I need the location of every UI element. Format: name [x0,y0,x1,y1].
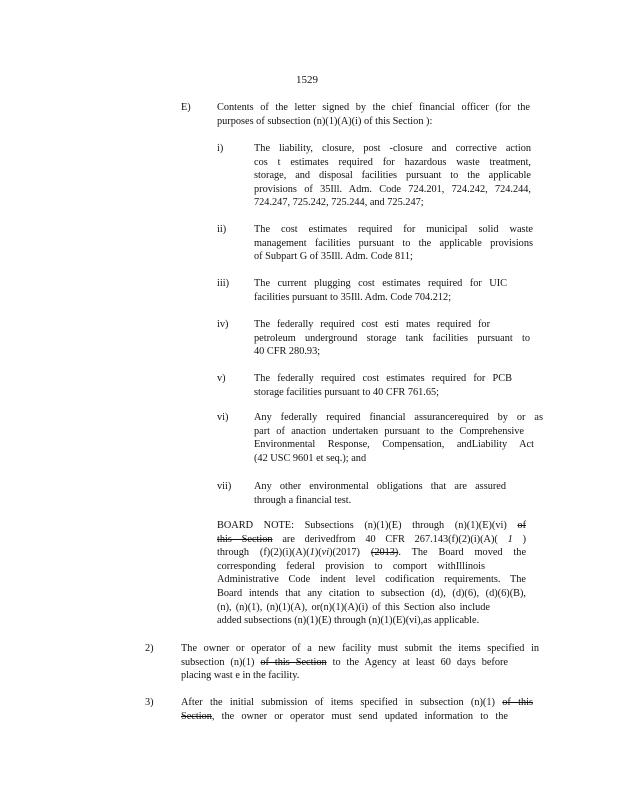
text-line: Contents of the letter signed by the chief financial officer (for the [217,102,530,113]
text-line: The cost estimates required for municipal solid waste [254,224,533,235]
text-run: )(2017) [329,547,360,559]
struck-text: of this [502,697,534,708]
text-line: (n), (n)(1), (n)(1)(A), or(n)(1)(A)(i) of this Section also include [217,601,490,613]
text-line [181,710,508,724]
text-line [217,546,526,560]
text-run: )( [314,547,322,559]
text-line: 724.247, 725.242, 725.244, and 725.247; [254,197,424,209]
text-line: added subsections (n)(1)(E) through (n)(1)(E)(vi),as applicable. [217,615,480,627]
text-line: cos t estimates required for hazardous waste treatment, [254,156,531,168]
text-run: to the Agency at least 60 days before [332,656,508,668]
text-line: Environmental Response, Compensation, andLiability Act [254,439,534,451]
text-run: . The Board moved the [398,547,527,559]
text-run: ) [522,533,527,545]
text-line: Any federally required financial assurancerequired by or as [254,412,543,423]
text-line: purposes of subsection (n)(1)(A)(i) of this Section ): [217,115,433,127]
text-run: 1 [309,547,315,559]
item-3-marker: 3) [145,697,154,708]
text-run: 1 [507,533,513,545]
text-line: The federally required cost estimates required for PCB [254,373,512,384]
sub-item-text [254,411,543,465]
struck-text: Section [181,710,212,722]
sub-item-marker: vi) [217,412,229,423]
text-line: The liability, closure, post -closure and corrective action [254,143,531,154]
text-line: The federally required cost esti mates required for [254,319,490,330]
sub-item-text [254,372,512,399]
text-line: Board intends that any citation to subsection (d), (d)(6), (d)(6)(B), [217,587,526,599]
text-run: are derivedfrom 40 CFR 267.143(f)(2)(i)(A)( [282,533,498,545]
item-2-marker: 2) [145,643,154,654]
text-line: storage, and disposal facilities pursuant to the applicable [254,170,531,182]
text-run: , the owner or operator must send updated information to the [211,710,508,722]
sub-item-marker: iii) [217,278,230,289]
struck-text: (2013) [370,547,399,559]
board-note [217,519,526,628]
text-line [217,519,526,533]
item-e-text [217,101,530,128]
text-line: provisions of 35Ill. Adm. Code 724.201, 724.242, 724.244, [254,183,531,195]
text-line: part of anaction undertaken pursuant to the Comprehensive [254,425,524,437]
text-line: Administrative Code indent level codification requirements. The [217,574,526,586]
text-line: The owner or operator of a new facility must submit the items specified in [181,643,539,654]
text-run: BOARD NOTE: Subsections (n)(1)(E) through (n)(1)(E)(vi) [217,520,507,531]
text-run: vi [321,547,330,559]
sub-item-marker: v) [217,373,226,384]
text-line: corresponding federal provision to comport withIllinois [217,560,485,572]
text-line: storage facilities pursuant to 40 CFR 761.65; [254,386,440,398]
text-line: management facilities pursuant to the applicable provisions [254,237,533,249]
text-line [217,533,526,547]
sub-item-marker: vii) [217,481,232,492]
item-3-text [181,696,533,723]
item-2-text [181,642,539,683]
text-line: 40 CFR 280.93; [254,346,321,358]
sub-item-marker: ii) [217,224,227,235]
text-line: through a financial test. [254,494,352,506]
text-line [181,696,533,710]
text-line: of Subpart G of 35Ill. Adm. Code 811; [254,251,413,263]
struck-text: this Section [217,533,273,545]
text-line: Any other environmental obligations that are assured [254,481,506,492]
text-line: facilities pursuant to 35Ill. Adm. Code 704.212; [254,291,452,303]
sub-item-marker: iv) [217,319,229,330]
struck-text: of this Section [260,656,327,668]
sub-item-text [254,318,530,359]
text-line: petroleum underground storage tank facilities pursuant to [254,332,530,344]
sub-item-text [254,277,507,304]
struck-text: of [517,520,526,531]
text-line: (42 USC 9601 et seq.); and [254,452,367,464]
item-e-marker: E) [181,102,191,113]
text-line: The current plugging cost estimates required for UIC [254,278,507,289]
text-line: placing wast e in the facility. [181,670,300,682]
text-run: After the initial submission of items specified in subsection (n)(1) [181,697,495,708]
page-number: 1529 [296,74,318,86]
text-line [181,656,508,670]
sub-item-text [254,223,533,264]
sub-item-text [254,142,531,210]
text-run: subsection (n)(1) [181,656,255,668]
sub-item-text [254,480,506,507]
text-run: through (f)(2)(i)(A)( [217,547,310,559]
sub-item-marker: i) [217,143,224,154]
